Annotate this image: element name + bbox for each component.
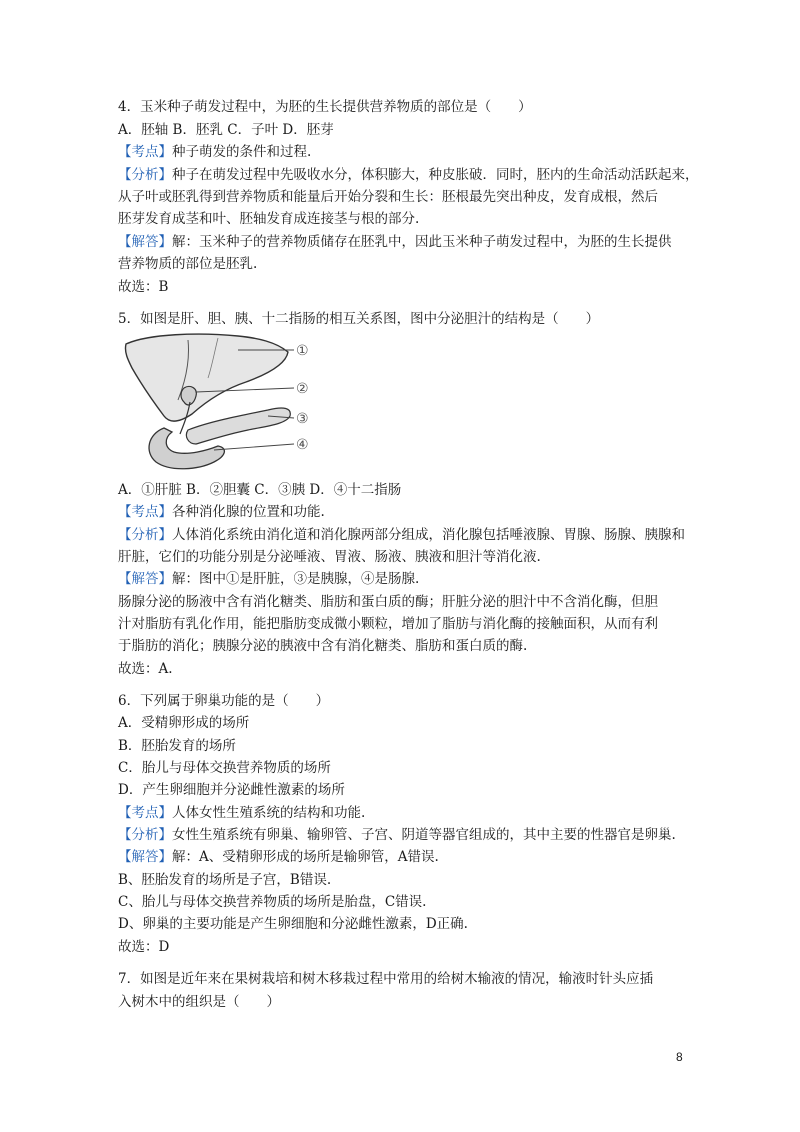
q5-options: A．①肝脏 B．②胆囊 C．③胰 D．④十二指肠 [118,482,402,498]
q4-fenxi-text-1: 种子在萌发过程中先吸收水分，体积膨大，种皮胀破．同时，胚内的生命活动活跃起来， [172,167,699,183]
q4-fenxi-text-3: 胚芽发育成茎和叶、胚轴发育成连接茎与根的部分. [118,211,420,227]
fenxi-tag: 【分析】 [118,827,172,843]
jieda-tag: 【解答】 [118,849,172,865]
q5-fenxi-text-1: 人体消化系统由消化道和消化腺两部分组成，消化腺包括唾液腺、胃腺、肠腺、胰腺和 [172,527,685,543]
q6-jieda-text-3: C、胎儿与母体交换营养物质的场所是胎盘，C错误. [118,894,427,910]
figure-label-3: ③ [296,411,309,427]
q5-answer: 故选：A. [118,661,173,677]
figure-label-1: ① [296,343,309,359]
q4-jieda-text-1: 解：玉米种子的营养物质储存在胚乳中，因此玉米种子萌发过程中，为胚的生长提供 [172,234,672,250]
q4-kaodian [118,141,311,163]
q4-jieda [118,231,672,253]
q5-jieda-text-3: 汁对脂肪有乳化作用，能把脂肪变成微小颗粒，增加了脂肪与消化酶的接触面积，从而有利 [118,616,658,632]
page-number: 8 [676,1050,683,1064]
q5-title: 5．如图是肝、胆、胰、十二指肠的相互关系图，图中分泌胆汁的结构是（ ） [118,311,600,327]
q4-jieda-text-2: 营养物质的部位是胚乳. [118,256,258,272]
q6-option-b: B．胚胎发育的场所 [118,738,236,754]
q4-fenxi [118,164,699,186]
figure-label-4: ④ [296,437,309,453]
q5-jieda-text-2: 肠腺分泌的肠液中含有消化糖类、脂肪和蛋白质的酶；肝脏分泌的胆汁中不含消化酶，但胆 [118,594,658,610]
q6-answer: 故选：D [118,939,170,955]
kaodian-tag: 【考点】 [118,805,172,821]
q5-jieda-text-1: 解：图中①是肝脏，③是胰腺，④是肠腺. [172,571,420,587]
fenxi-tag: 【分析】 [118,527,172,543]
figure-label-2: ② [296,381,309,397]
q4-title: 4．玉米种子萌发过程中，为胚的生长提供营养物质的部位是（ ） [118,99,532,115]
q4-options: A．胚轴 B．胚乳 C．子叶 D．胚芽 [118,122,334,138]
q6-kaodian [118,802,365,824]
q6-fenxi-text-1: 女性生殖系统有卵巢、输卵管、子宫、阴道等器官组成的，其中主要的性器官是卵巢. [172,827,676,843]
q6-option-d: D．产生卵细胞并分泌雌性激素的场所 [118,782,345,798]
jieda-tag: 【解答】 [118,234,172,250]
jieda-tag: 【解答】 [118,571,172,587]
q5-fenxi [118,524,685,546]
kaodian-tag: 【考点】 [118,504,172,520]
q4-answer: 故选：B [118,279,169,295]
q4-fenxi-text-2: 从子叶或胚乳得到营养物质和能量后开始分裂和生长：胚根最先突出种皮，发育成根，然后 [118,189,658,205]
liver-shape [125,334,288,421]
q4-kaodian-text: 种子萌发的条件和过程. [172,144,312,160]
q5-fenxi-text-2: 肝脏，它们的功能分别是分泌唾液、胃液、肠液、胰液和胆汁等消化液. [118,549,541,565]
q6-title: 6．下列属于卵巢功能的是（ ） [118,693,330,709]
kaodian-tag: 【考点】 [118,144,172,160]
fenxi-tag: 【分析】 [118,167,172,183]
q6-option-c: C．胎儿与母体交换营养物质的场所 [118,760,331,776]
q6-jieda-text-1: 解：A、受精卵形成的场所是输卵管，A错误. [172,849,439,865]
pancreas-shape [186,408,290,444]
q5-kaodian-text: 各种消化腺的位置和功能. [172,504,325,520]
q6-jieda [118,846,439,868]
digestive-organs-figure [118,330,328,475]
q6-option-a: A．受精卵形成的场所 [118,715,250,731]
q5-jieda-text-4: 于脂肪的消化；胰腺分泌的胰液中含有消化糖类、脂肪和蛋白质的酶. [118,638,528,654]
q5-jieda [118,568,419,590]
q6-jieda-text-4: D、卵巢的主要功能是产生卵细胞和分泌雌性激素，D正确. [118,916,468,932]
q7-title-1: 7．如图是近年来在果树栽培和树木移栽过程中常用的给树木输液的情况，输液时针头应插 [118,971,654,987]
q6-kaodian-text: 人体女性生殖系统的结构和功能. [172,805,366,821]
q6-fenxi [118,824,676,846]
q6-jieda-text-2: B、胚胎发育的场所是子宫，B错误. [118,872,332,888]
q5-kaodian [118,501,325,523]
q7-title-2: 入树木中的组织是（ ） [118,994,280,1010]
